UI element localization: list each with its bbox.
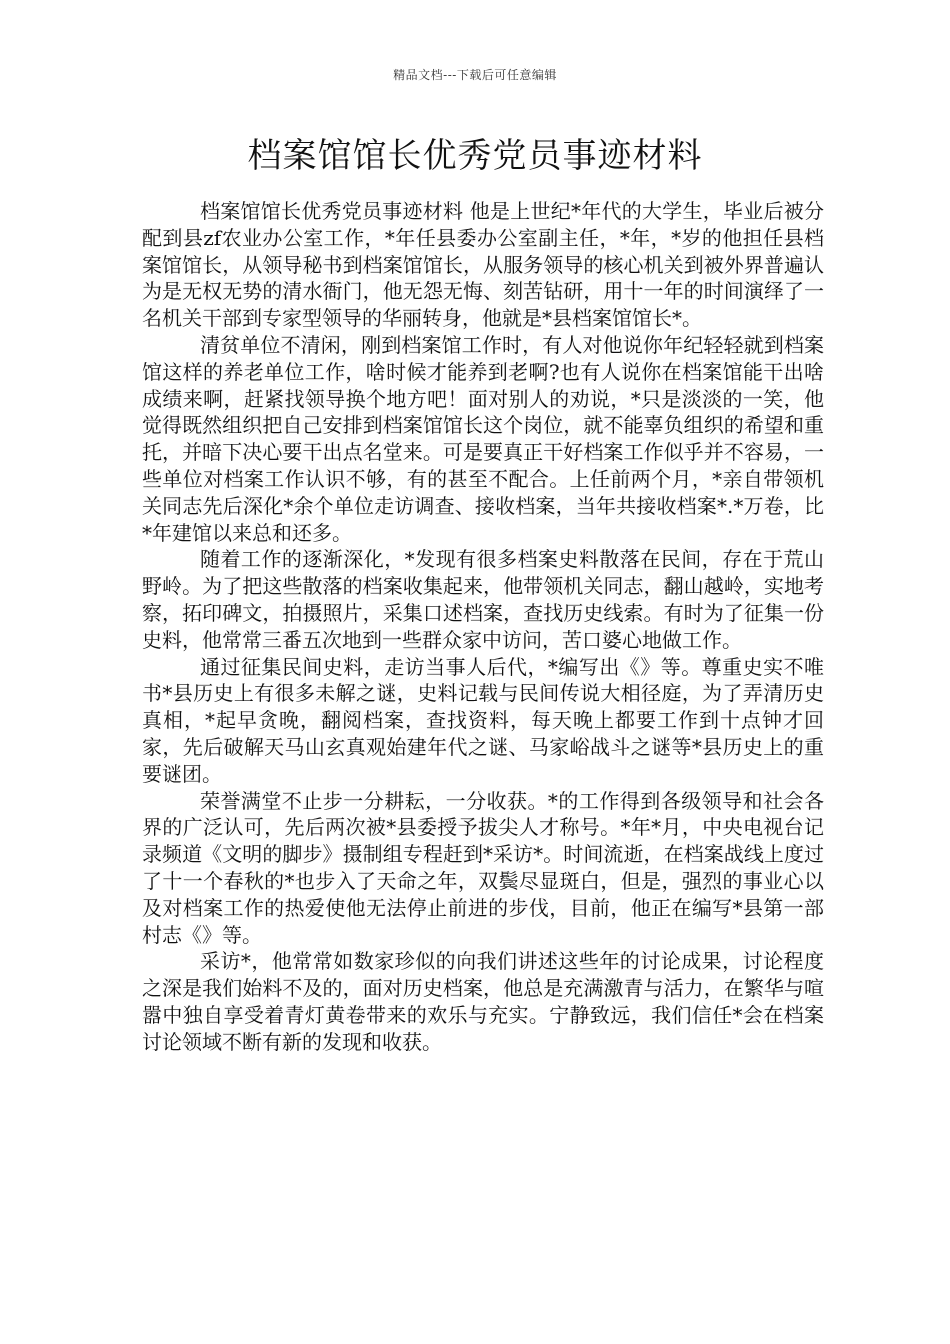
paragraph: 荣誉满堂不止步一分耕耘，一分收获。*的工作得到各级领导和社会各界的广泛认可，先后两次被*县委授予拔尖人才称号。*年*月，中央电视台记录频道《文明的脚步》摄制组专程赶到*采访*。时间流逝，在档案战线上度过了十一个春秋的*也步入了天命之年，双鬓尽显斑白，但是，强烈的事业心以及对档案工作的热爱使他无法停止前进的步伐，目前，他正在编写*县第一部村志《》等。	[142, 788, 824, 947]
paragraph: 通过征集民间史料，走访当事人后代，*编写出《》等。尊重史实不唯书*县历史上有很多未解之谜，史料记载与民间传说大相径庭，为了弄清历史真相，*起早贪晚，翻阅档案，查找资料，每天晚上都要工作到十点钟才回家，先后破解天马山玄真观始建年代之谜、马家峪战斗之谜等*县历史上的重要谜团。	[142, 654, 824, 786]
document-title: 档案馆馆长优秀党员事迹材料	[247, 136, 703, 176]
document-body	[142, 198, 824, 1056]
paragraph: 随着工作的逐渐深化，*发现有很多档案史料散落在民间，存在于荒山野岭。为了把这些散落的档案收集起来，他带领机关同志，翻山越岭，实地考察，拓印碑文，拍摄照片，采集口述档案，查找历史线索。有时为了征集一份史料，他常常三番五次地到一些群众家中访问，苦口婆心地做工作。	[142, 547, 824, 652]
page-header: 精品文档---下载后可任意编辑	[393, 68, 557, 82]
paragraph: 档案馆馆长优秀党员事迹材料 他是上世纪*年代的大学生，毕业后被分配到县zf农业办公室工作，*年任县委办公室副主任，*年，*岁的他担任县档案馆馆长，从领导秘书到档案馆馆长，从服务领导的核心机关到被外界普遍认为是无权无势的清水衙门，他无怨无悔、刻苦钻研，用十一年的时间演绎了一名机关干部到专家型领导的华丽转身，他就是*县档案馆馆长*。	[142, 199, 824, 331]
paragraph: 采访*，他常常如数家珍似的向我们讲述这些年的讨论成果，讨论程度之深是我们始料不及的，面对历史档案，他总是充满激青与活力，在繁华与喧嚣中独自享受着青灯黄卷带来的欢乐与充实。宁静致远，我们信任*会在档案讨论领域不断有新的发现和收获。	[142, 949, 824, 1054]
paragraph: 清贫单位不清闲，刚到档案馆工作时，有人对他说你年纪轻轻就到档案馆这样的养老单位工作，啥时候才能养到老啊?也有人说你在档案馆能干出啥成绩来啊，赶紧找领导换个地方吧！面对别人的劝说，*只是淡淡的一笑，他觉得既然组织把自己安排到档案馆馆长这个岗位，就不能辜负组织的希望和重托，并暗下决心要干出点名堂来。可是要真正干好档案工作似乎并不容易，一些单位对档案工作认识不够，有的甚至不配合。上任前两个月，*亲自带领机关同志先后深化*余个单位走访调查、接收档案，当年共接收档案*.*万卷，比*年建馆以来总和还多。	[142, 332, 824, 545]
